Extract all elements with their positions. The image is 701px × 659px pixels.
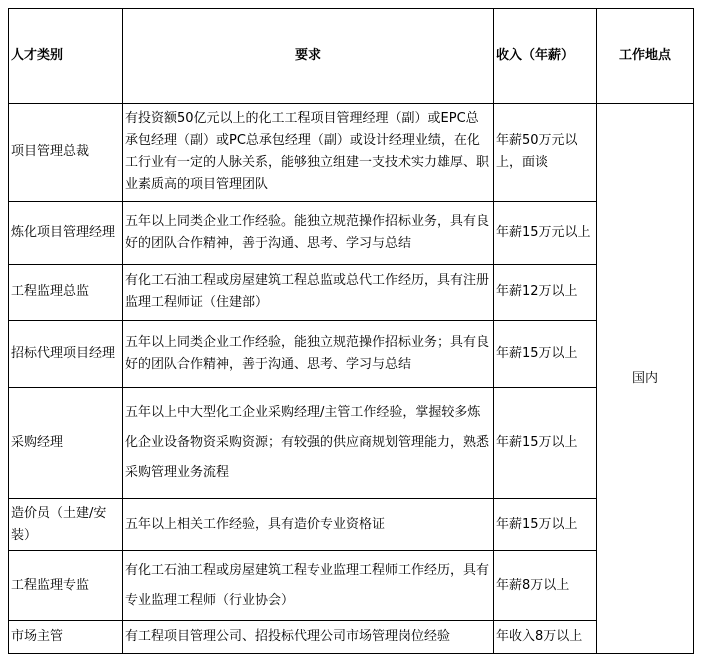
row-requirements: 有化工石油工程或房屋建筑工程专业监理工程师工作经历，具有专业监理工程师（行业协会）	[123, 551, 494, 621]
header-category: 人才类别	[9, 9, 123, 104]
row-category: 造价员（土建/安装）	[9, 499, 123, 551]
table-row	[9, 201, 694, 264]
table-row	[9, 551, 694, 621]
row-income: 年薪50万元以上，面谈	[494, 104, 597, 202]
row-income: 年薪12万以上	[494, 264, 597, 320]
row-requirements: 五年以上同类企业工作经验，能独立规范操作招标业务；具有良好的团队合作精神，善于沟通、思考、学习与总结	[123, 320, 494, 387]
table-row	[9, 387, 694, 499]
row-requirements: 有投资额50亿元以上的化工工程项目管理经理（副）或EPC总承包经理（副）或PC总承包经理（副）或设计经理业绩，在化工行业有一定的人脉关系，能够独立组建一支技术实力雄厚、职业素质高的项目管理团队	[123, 104, 494, 202]
row-income: 年薪15万元以上	[494, 201, 597, 264]
table-row	[9, 264, 694, 320]
table-row	[9, 320, 694, 387]
row-category: 工程监理专监	[9, 551, 123, 621]
location-cell: 国内	[597, 104, 694, 654]
row-income: 年薪15万以上	[494, 499, 597, 551]
row-category: 项目管理总裁	[9, 104, 123, 202]
talent-table	[8, 8, 694, 654]
row-category: 市场主管	[9, 621, 123, 654]
row-income: 年薪8万以上	[494, 551, 597, 621]
table-row	[9, 621, 694, 654]
table-row	[9, 499, 694, 551]
header-location: 工作地点	[597, 9, 694, 104]
row-category: 采购经理	[9, 387, 123, 499]
row-requirements: 五年以上同类企业工作经验。能独立规范操作招标业务，具有良好的团队合作精神，善于沟通、思考、学习与总结	[123, 201, 494, 264]
row-category: 工程监理总监	[9, 264, 123, 320]
row-income: 年薪15万以上	[494, 387, 597, 499]
row-requirements: 五年以上相关工作经验，具有造价专业资格证	[123, 499, 494, 551]
row-income: 年收入8万以上	[494, 621, 597, 654]
row-income: 年薪15万以上	[494, 320, 597, 387]
row-requirements: 有工程项目管理公司、招投标代理公司市场管理岗位经验	[123, 621, 494, 654]
row-requirements: 五年以上中大型化工企业采购经理/主管工作经验，掌握较多炼化企业设备物资采购资源；有较强的供应商规划管理能力，熟悉采购管理业务流程	[123, 387, 494, 499]
row-requirements: 有化工石油工程或房屋建筑工程总监或总代工作经历，具有注册监理工程师证（住建部）	[123, 264, 494, 320]
row-category: 炼化项目管理经理	[9, 201, 123, 264]
table-row	[9, 104, 694, 202]
header-income: 收入（年薪）	[494, 9, 597, 104]
header-requirements: 要求	[123, 9, 494, 104]
table-header-row	[9, 9, 694, 104]
row-category: 招标代理项目经理	[9, 320, 123, 387]
